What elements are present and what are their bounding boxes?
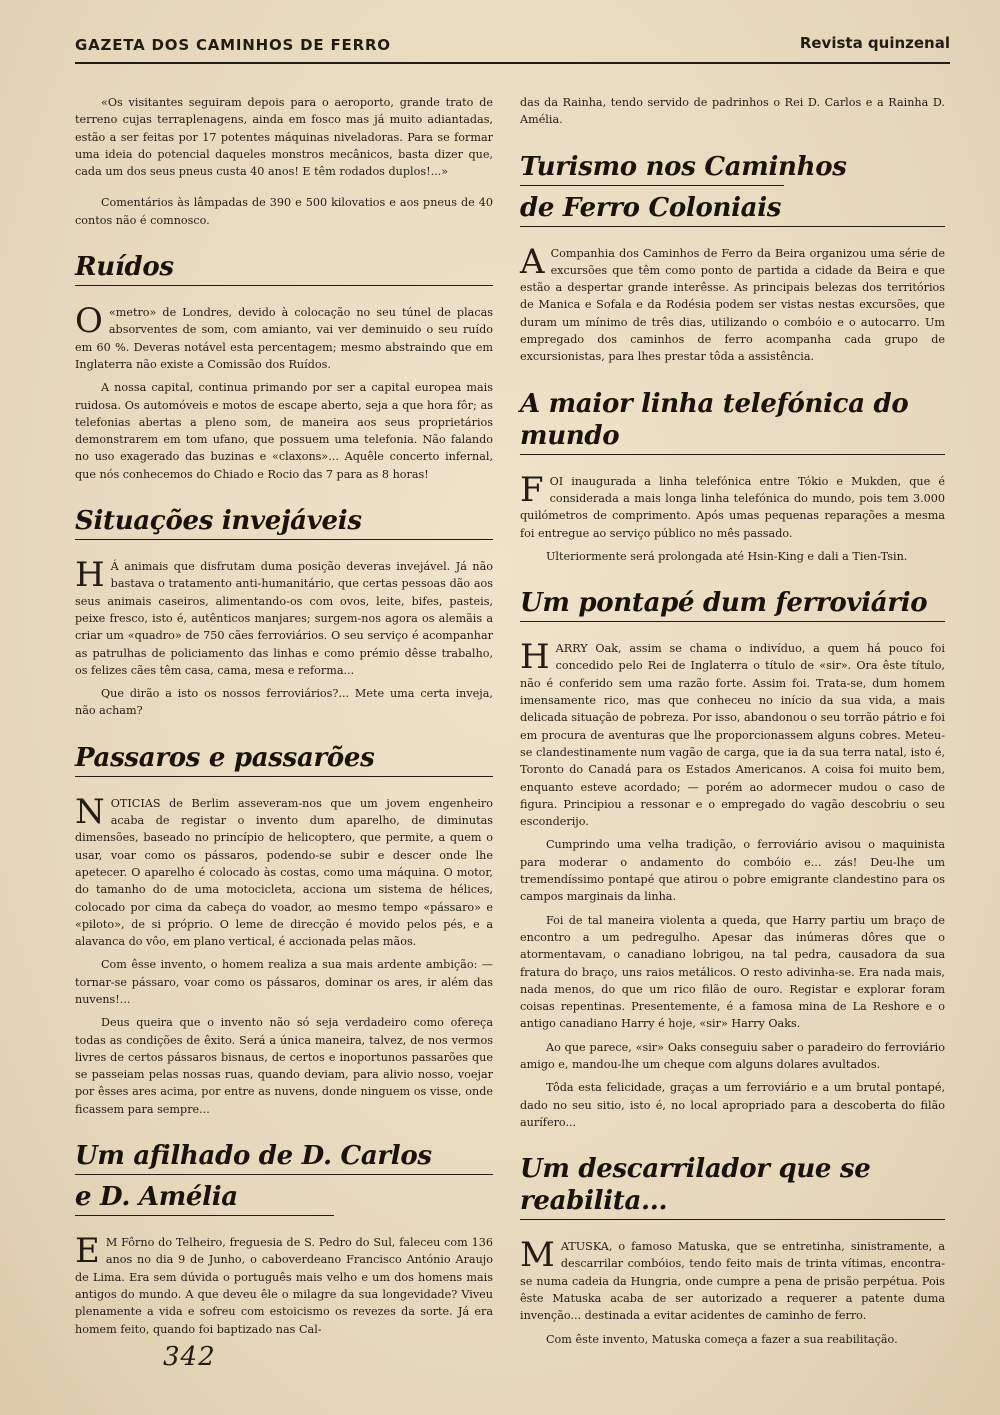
- body-paragraph: A nossa capital, continua primando por ser a capital europea mais ruidosa. Os automóveis e motos de escape aberto, seja a que hora fôr; as telefonias abertas a pleno som, de maneira aos seus proprietários demonstrarem em tom ufano, que possuem uma telefonia. Não falando no uso exagerado das buzinas e «claxons»... Aquêle concerto infernal, que nós conhecemos do Chiado e Rocio das 7 para as 8 horas!: [75, 381, 493, 481]
- continued-paragraph: das da Rainha, tendo servido de padrinhos o Rei D. Carlos e a Rainha D. Amélia.: [520, 96, 945, 127]
- article-turismo: [520, 151, 945, 366]
- headline-turismo-line1: Turismo nos Caminhos: [520, 151, 847, 182]
- body-paragraph: Com êsse invento, o homem realiza a sua mais ardente ambição: — tornar-se pássaro, voar como os pássaros, dominar os ares, ir além das nuvens!...: [75, 958, 493, 1006]
- body-paragraph: ATUSKA, o famoso Matuska, que se entretinha, sinistramente, a descarrilar combóios, tendo feito mais de trinta vítimas, encontra-se numa cadeia da Hungria, onde cumpre a pena de prisão perpétua. Pois êste Matuska acaba de ser autorizado a requerer a patente duma invenção... destinada a evitar acidentes de caminho de ferro.: [520, 1240, 945, 1323]
- headline-telefonica: A maior linha telefónica do mundo: [520, 388, 909, 451]
- body-paragraph: Foi de tal maneira violenta a queda, que Harry partiu um braço de encontro a um pedregulho. Apesar das inúmeras dôres que o atormentavam, o canadiano lobrigou, na tal pedra, causadora da sua fratura do braço, uns raios metálicos. O resto adivinha-se. Era nada mais, nada menos, do que um rico filão de ouro. Registar e explorar foram coisas repentinas. Presentemente, é a famosa mina de La Reshore e o antigo canadiano Harry é hoje, «sir» Harry Oaks.: [520, 913, 945, 1031]
- drop-cap: O: [75, 301, 103, 342]
- drop-cap: N: [75, 791, 105, 832]
- headline-underline: [520, 185, 784, 186]
- headline-underline: [520, 454, 945, 455]
- body-paragraph: Que dirão a isto os nossos ferroviários?... Mete uma certa inveja, não acham?: [75, 687, 493, 718]
- headline-pontape: Um pontapé dum ferroviário: [520, 588, 928, 619]
- drop-cap: F: [520, 469, 544, 510]
- headline-underline: [520, 226, 945, 227]
- header-divider: [75, 62, 950, 64]
- headline-turismo-line2: de Ferro Coloniais: [520, 192, 782, 223]
- article-situacoes: [75, 505, 493, 720]
- body-paragraph: Á animais que disfrutam duma posição deveras invejável. Já não bastava o tratamento anti-humanitário, que certas pessoas dão aos seus animais caseiros, alimentando-os com ovos, leite, bifes, pasteis, peixe fresco, isto é, autênticos manjares; surgem-nos agora os alemãis a criar um «quadro» de 750 cães ferroviários. O seu serviço é acompanhar as patrulhas de policiamento das linhas e como prémio dêsse trabalho, os felizes cães têm casa, cama, mesa e reforma...: [75, 560, 493, 677]
- body-paragraph: OI inaugurada a linha telefónica entre Tókio e Mukden, que é considerada a mais longa linha telefónica do mundo, pois tem 3.000 quilómetros de comprimento. Após umas pequenas reparações a mesma foi entregue ao serviço público no mês passado.: [520, 474, 945, 540]
- headline-underline: [520, 1219, 945, 1220]
- article-ruidos: [75, 251, 493, 483]
- article-telefonica: [520, 388, 945, 565]
- drop-cap: H: [520, 637, 550, 678]
- page-number: 342: [163, 1342, 216, 1372]
- article-descarrilador: [520, 1153, 945, 1348]
- headline-underline: [75, 1174, 493, 1175]
- body-paragraph: Cumprindo uma velha tradição, o ferroviário avisou o maquinista para moderar o andamento do combóio e... zás! Deu-lhe um tremendíssimo pontapé que atirou o pobre emigrante clandestino para os campos marginais da linha.: [520, 838, 945, 904]
- drop-cap: H: [75, 555, 105, 596]
- headline-afilhado-line2: e D. Amélia: [75, 1182, 238, 1213]
- body-paragraph: Ulteriormente será prolongada até Hsin-King e dali a Tien-Tsin.: [546, 549, 908, 563]
- drop-cap: A: [520, 241, 545, 282]
- headline-ruidos: Ruídos: [75, 252, 174, 283]
- intro-comment: Comentários às lâmpadas de 390 e 500 kilovatios e aos pneus de 40 contos não é comnosco.: [75, 196, 493, 227]
- body-paragraph: «metro» de Londres, devido à colocação no seu túnel de placas absorventes de som, com amianto, vai ver deminuido o seu ruído em 60 %. Deveras notável esta percentagem; mesmo abstraindo que em Inglaterra não existe a Comissão dos Ruídos.: [75, 306, 493, 371]
- headline-afilhado-line1: Um afilhado de D. Carlos: [75, 1141, 432, 1172]
- body-paragraph: Tôda esta felicidade, graças a um ferroviário e a um brutal pontapé, dado no seu sitio, isto é, no local apropriado para a descoberta do filão aurífero...: [520, 1081, 945, 1129]
- drop-cap: E: [75, 1231, 100, 1272]
- body-paragraph: Com êste invento, Matuska começa a fazer a sua reabilitação.: [546, 1332, 898, 1346]
- article-passaros: [75, 742, 493, 1118]
- body-paragraph: OTICIAS de Berlim asseveram-nos que um jovem engenheiro acaba de registar o invento dum aparelho, de diminutas dimensões, baseado no princípio de helicoptero, que permite, a quem o usar, voar como os pássaros, podendo-se subir e descer onde lhe apetecer. O aparelho é colocado às costas, como uma máquina. O motor, do tamanho do de uma motocicleta, acciona um sistema de hélices, colocado por cima da cabeça do voador, ao mesmo tempo «pássaro» e «piloto», de si próprio. O leme de direcção é movido pelos pés, e a alavanca do vôo, em plano vertical, é accionada pelas mãos.: [75, 796, 493, 949]
- body-paragraph: Ao que parece, «sir» Oaks conseguiu saber o paradeiro do ferroviário amigo e, mandou-lhe um cheque com alguns dolares avultados.: [520, 1040, 945, 1071]
- magazine-title: GAZETA DOS CAMINHOS DE FERRO: [75, 36, 391, 54]
- article-afilhado: [75, 1140, 493, 1338]
- body-paragraph: M Fôrno do Telheiro, freguesia de S. Pedro do Sul, faleceu com 136 anos no dia 9 de Junho, o caboverdeano Francisco António Araujo de Lima. Era sem dúvida o português mais velho e um dos homens mais antigos do mundo. A que deveu êle o milagre da sua longevidade? Viveu plenamente a vida e sofreu com estoicismo os revezes da sorte. Já era homem feito, quando foi baptizado nas Cal-: [75, 1236, 493, 1336]
- headline-passaros: Passaros e passarões: [75, 742, 375, 773]
- headline-underline: [75, 776, 493, 777]
- headline-underline: [520, 621, 945, 622]
- left-column: [75, 94, 493, 1344]
- headline-descarrilador: Um descarrilador que se reabilita...: [520, 1154, 871, 1217]
- body-paragraph: Companhia dos Caminhos de Ferro da Beira organizou uma série de excursões que têm como ponto de partida a cidade da Beira e que estão a despertar grande interêsse. As principais belezas dos territórios de Manica e Sofala e da Rodésia podem ser vistas nestas excursões, que duram um mínimo de três dias, utilizando o combóio e o autocarro. Um empregado dos caminhos de ferro acompanha cada grupo de excursionistas, para lhes prestar tôda a assistência.: [520, 246, 945, 364]
- drop-cap: M: [520, 1235, 555, 1276]
- intro-quote: «Os visitantes seguiram depois para o aeroporto, grande trato de terreno cujas terraplenagens, ainda em fosco mas já muito adiantadas, estão a ser feitas por 17 potentes máquinas niveladoras. Para se formar uma ideia do potencial daqueles monstros mecânicos, basta dizer que, cada um dos seus pneus custa 40 anos! E têm rodados duplos!...»: [75, 96, 493, 179]
- headline-underline: [75, 1215, 334, 1216]
- headline-underline: [75, 285, 493, 286]
- headline-situacoes: Situações invejáveis: [75, 506, 362, 537]
- headline-underline: [75, 539, 493, 540]
- right-column: [520, 94, 945, 1354]
- magazine-subtitle: Revista quinzenal: [799, 34, 950, 52]
- body-paragraph: ARRY Oak, assim se chama o indivíduo, a quem há pouco foi concedido pelo Rei de Inglaterra o título de «sir». Ora êste título, não é conferido sem uma razão forte. Assim foi. Trata-se, dum homem imensamente rico, mas que conheceu no início da sua vida, a mais delicada situação de pobreza. Por isso, abandonou o seu torrão pátrio e foi em procura de aventuras que lhe proporcionassem alguns cobres. Meteu-se clandestinamente num vagão de carga, que ia da sua terra natal, isto é, Toronto do Canadá para os Estados Americanos. A coisa foi muito bem, enquanto esteve acordado; — porém ao adormecer mudou o caso de figura. Principiou a ressonar e o empregado do vagão descobriu o seu esconderijo.: [520, 642, 945, 829]
- article-pontape: [520, 587, 945, 1131]
- body-paragraph: Deus queira que o invento não só seja verdadeiro como ofereça todas as condições de êxito. Será a única maneira, talvez, de nos vermos livres de certos pássaros bisnaus, de certos e inoportunos passarões que se passeiam pelas nossas ruas, quando deviam, para alivio nosso, voejar por êsses ares acima, por entre as nuvens, donde ninguem os visse, onde ficassem para sempre...: [75, 1016, 493, 1116]
